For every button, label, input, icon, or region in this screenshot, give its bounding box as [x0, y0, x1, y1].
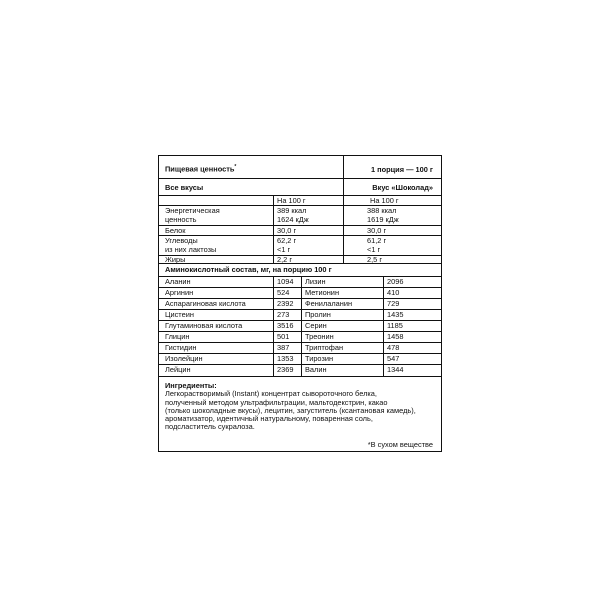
- nutrient-value: <1 г: [277, 245, 291, 254]
- amino-value: 1458: [387, 332, 404, 341]
- col-divider: [301, 276, 302, 376]
- nutrient-value: 2,2 г: [277, 255, 293, 264]
- amino-name: Лейцин: [165, 365, 191, 374]
- ingredients-line: полученный методом ультрафильтрации, мальтодекстрин, какао: [165, 397, 388, 407]
- col-divider: [343, 178, 344, 263]
- nutrient-value: <1 г: [367, 245, 381, 254]
- amino-name: Аргинин: [165, 288, 194, 297]
- amino-value: 3516: [277, 321, 294, 330]
- amino-value: 524: [277, 288, 290, 297]
- amino-name: Глутаминовая кислота: [165, 321, 243, 330]
- serving-size: 1 порция — 100 г: [370, 165, 433, 174]
- nutrient-value: 2,5 г: [367, 255, 383, 264]
- nutrient-label: ценность: [165, 215, 197, 224]
- amino-value: 2096: [387, 277, 404, 286]
- amino-value: 273: [277, 310, 290, 319]
- nutrition-facts-panel: [158, 155, 442, 452]
- per-100g-label: На 100 г: [277, 196, 306, 205]
- amino-name: Глицин: [165, 332, 190, 341]
- chocolate-flavor-label: Вкус «Шоколад»: [372, 183, 433, 192]
- nutrient-label: из них лактозы: [165, 245, 217, 254]
- ingredients-title: Ингредиенты:: [165, 381, 217, 390]
- divider: [159, 178, 441, 179]
- amino-value: 2392: [277, 299, 294, 308]
- amino-value: 1353: [277, 354, 294, 363]
- amino-name: Серин: [305, 321, 327, 330]
- amino-name: Триптофан: [305, 343, 344, 352]
- amino-name: Треонин: [305, 332, 334, 341]
- amino-section-title: Аминокислотный состав, мг, на порцию 100 г: [165, 265, 332, 274]
- ingredients-block: [165, 382, 437, 432]
- ingredients-line: Легкорастворимый (Instant) концентрат сывороточного белка,: [165, 389, 377, 399]
- amino-value: 1185: [387, 321, 403, 330]
- divider: [159, 376, 441, 377]
- divider: [159, 255, 441, 256]
- amino-value: 547: [387, 354, 400, 363]
- amino-name: Изолейцин: [165, 354, 203, 363]
- amino-value: 729: [387, 299, 400, 308]
- nutrient-value: 1624 кДж: [277, 215, 309, 224]
- nutrient-label: Энергетическая: [165, 206, 220, 215]
- nutrient-value: 30,0 г: [277, 226, 297, 235]
- amino-value: 1435: [387, 310, 404, 319]
- amino-name: Тирозин: [305, 354, 334, 363]
- amino-value: 1094: [277, 277, 294, 286]
- amino-name: Гистидин: [165, 343, 197, 352]
- ingredients-line: ароматизатор, идентичный натуральному, поваренная соль,: [165, 414, 373, 424]
- amino-value: 387: [277, 343, 290, 352]
- amino-name: Метионин: [305, 288, 340, 297]
- col-divider: [383, 276, 384, 376]
- nutrient-label: Жиры: [165, 255, 186, 264]
- amino-value: 478: [387, 343, 400, 352]
- nutrient-value: 61,2 г: [367, 236, 387, 245]
- nutrient-value: 388 ккал: [367, 206, 397, 215]
- nutrient-label: Углеводы: [165, 236, 198, 245]
- col-divider: [273, 276, 274, 376]
- header-divider: [343, 156, 344, 178]
- all-flavors-label: Все вкусы: [165, 183, 204, 192]
- nutrient-value: 62,2 г: [277, 236, 297, 245]
- amino-value: 501: [277, 332, 290, 341]
- ingredients-line: (только шоколадные вкусы), лецитин, загуститель (ксантановая камедь),: [165, 405, 416, 415]
- amino-name: Аланин: [165, 277, 191, 286]
- amino-name: Лизин: [305, 277, 326, 286]
- footnote: *В сухом веществе: [367, 440, 433, 449]
- ingredients-line: подсластитель сукралоза.: [165, 422, 255, 432]
- amino-name: Фенилаланин: [305, 299, 353, 308]
- amino-name: Пролин: [305, 310, 331, 319]
- nutrient-label: Белок: [165, 226, 186, 235]
- nutrient-value: 389 ккал: [277, 206, 307, 215]
- divider: [159, 235, 441, 236]
- nutrient-value: 30,0 г: [367, 226, 387, 235]
- panel-title: Пищевая ценность*: [165, 164, 237, 174]
- per-100g-label: На 100 г: [370, 196, 399, 205]
- divider: [159, 225, 441, 226]
- amino-name: Аспарагиновая кислота: [165, 299, 246, 308]
- amino-name: Валин: [305, 365, 327, 374]
- amino-value: 2369: [277, 365, 294, 374]
- amino-name: Цистеин: [165, 310, 194, 319]
- amino-value: 410: [387, 288, 400, 297]
- nutrient-value: 1619 кДж: [367, 215, 399, 224]
- amino-value: 1344: [387, 365, 404, 374]
- divider: [159, 263, 441, 264]
